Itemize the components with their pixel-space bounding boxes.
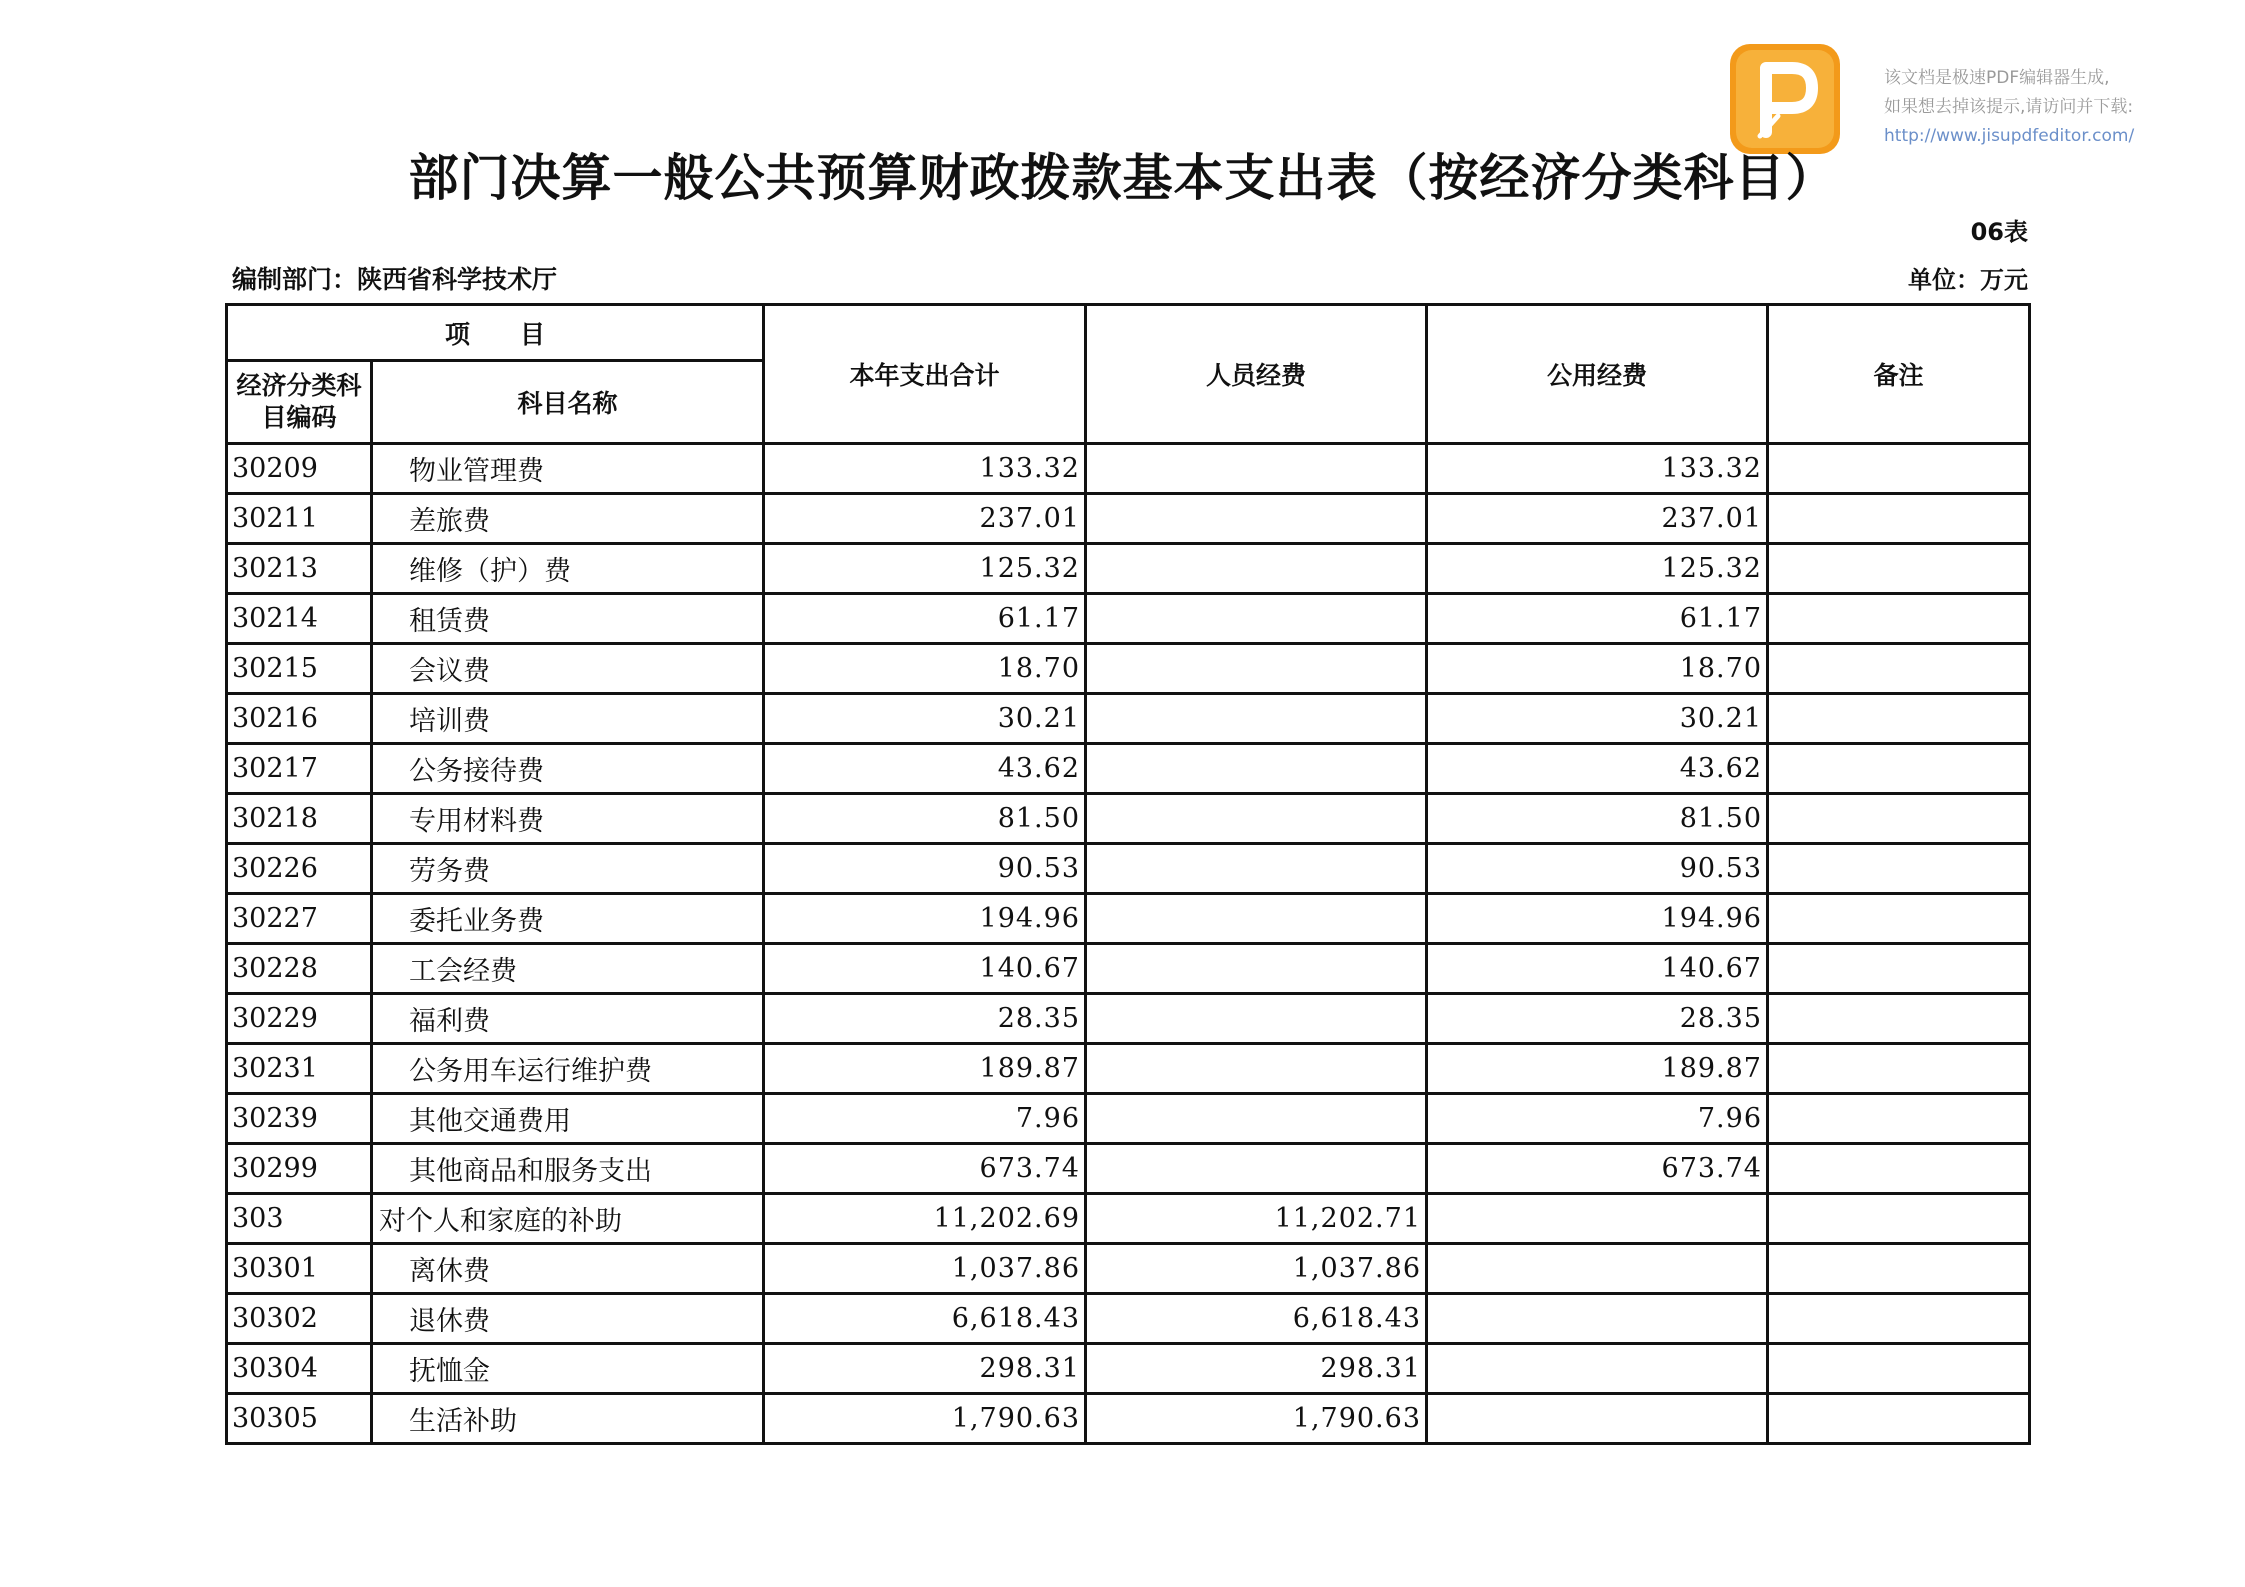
cell-note [1768,494,2030,544]
cell-public: 194.96 [1427,894,1768,944]
cell-name: 公务用车运行维护费 [372,1044,764,1094]
table-row [227,1144,2030,1194]
cell-name: 会议费 [372,644,764,694]
cell-code: 30215 [227,644,372,694]
table-row [227,1344,2030,1394]
cell-personnel [1086,794,1427,844]
cell-note [1768,844,2030,894]
cell-note [1768,594,2030,644]
cell-note [1768,894,2030,944]
cell-public [1427,1194,1768,1244]
cell-code: 30302 [227,1294,372,1344]
cell-public [1427,1394,1768,1444]
cell-personnel: 298.31 [1086,1344,1427,1394]
cell-note [1768,1294,2030,1344]
cell-code: 30301 [227,1244,372,1294]
cell-name: 其他交通费用 [372,1094,764,1144]
cell-total: 1,790.63 [764,1394,1086,1444]
cell-total: 28.35 [764,994,1086,1044]
cell-public: 18.70 [1427,644,1768,694]
cell-personnel [1086,694,1427,744]
cell-personnel [1086,644,1427,694]
cell-total: 189.87 [764,1044,1086,1094]
cell-code: 30305 [227,1394,372,1444]
cell-public: 61.17 [1427,594,1768,644]
cell-total: 6,618.43 [764,1294,1086,1344]
cell-note [1768,794,2030,844]
table-body [227,444,2030,1444]
cell-personnel [1086,594,1427,644]
cell-public: 125.32 [1427,544,1768,594]
table-row [227,1094,2030,1144]
cell-public: 90.53 [1427,844,1768,894]
cell-code: 30227 [227,894,372,944]
cell-code: 30213 [227,544,372,594]
cell-name: 福利费 [372,994,764,1044]
cell-total: 133.32 [764,444,1086,494]
cell-name: 委托业务费 [372,894,764,944]
table-row [227,744,2030,794]
cell-total: 18.70 [764,644,1086,694]
cell-code: 30229 [227,994,372,1044]
department-label: 编制部门：陕西省科学技术厅 [232,265,558,294]
cell-name: 对个人和家庭的补助 [372,1194,764,1244]
cell-note [1768,1344,2030,1394]
cell-code: 30231 [227,1044,372,1094]
cell-code: 30239 [227,1094,372,1144]
cell-code: 30218 [227,794,372,844]
cell-total: 81.50 [764,794,1086,844]
table-row [227,1244,2030,1294]
cell-name: 专用材料费 [372,794,764,844]
cell-personnel [1086,1044,1427,1094]
cell-note [1768,444,2030,494]
header-note: 备注 [1768,305,2030,444]
header-total: 本年支出合计 [764,305,1086,444]
cell-public [1427,1244,1768,1294]
table-row [227,994,2030,1044]
cell-total: 298.31 [764,1344,1086,1394]
cell-name: 物业管理费 [372,444,764,494]
table-row [227,544,2030,594]
cell-public: 673.74 [1427,1144,1768,1194]
table-row [227,594,2030,644]
cell-public: 28.35 [1427,994,1768,1044]
cell-personnel [1086,1094,1427,1144]
cell-note [1768,744,2030,794]
table-row [227,944,2030,994]
cell-public: 237.01 [1427,494,1768,544]
cell-name: 培训费 [372,694,764,744]
cell-note [1768,1394,2030,1444]
expenditure-table [225,303,2031,1445]
cell-note [1768,1244,2030,1294]
header-code: 经济分类科目编码 [227,361,372,444]
header-name: 科目名称 [372,361,764,444]
cell-total: 7.96 [764,1094,1086,1144]
page-title: 部门决算一般公共预算财政拨款基本支出表（按经济分类科目） [408,149,1837,207]
table-row [227,1044,2030,1094]
watermark-url[interactable]: http://www.jisupdfeditor.com/ [1884,126,2135,146]
unit-label: 单位：万元 [1908,266,2028,294]
cell-note [1768,1194,2030,1244]
table-row [227,444,2030,494]
cell-personnel [1086,894,1427,944]
cell-public [1427,1294,1768,1344]
table-row [227,844,2030,894]
cell-code: 30217 [227,744,372,794]
cell-code: 30304 [227,1344,372,1394]
table-row [227,644,2030,694]
table-row [227,1194,2030,1244]
cell-personnel: 11,202.71 [1086,1194,1427,1244]
cell-note [1768,694,2030,744]
cell-personnel [1086,494,1427,544]
table-row [227,694,2030,744]
cell-total: 90.53 [764,844,1086,894]
cell-personnel [1086,994,1427,1044]
cell-name: 其他商品和服务支出 [372,1144,764,1194]
watermark-line1: 该文档是极速PDF编辑器生成, [1884,68,2110,88]
cell-public: 133.32 [1427,444,1768,494]
cell-name: 生活补助 [372,1394,764,1444]
cell-code: 30226 [227,844,372,894]
cell-personnel [1086,844,1427,894]
cell-total: 30.21 [764,694,1086,744]
cell-public: 189.87 [1427,1044,1768,1094]
cell-personnel [1086,444,1427,494]
cell-total: 125.32 [764,544,1086,594]
header-personnel: 人员经费 [1086,305,1427,444]
cell-public [1427,1344,1768,1394]
cell-personnel [1086,744,1427,794]
cell-name: 劳务费 [372,844,764,894]
cell-name: 抚恤金 [372,1344,764,1394]
cell-public: 140.67 [1427,944,1768,994]
cell-code: 30214 [227,594,372,644]
cell-note [1768,1044,2030,1094]
cell-personnel: 1,790.63 [1086,1394,1427,1444]
cell-public: 7.96 [1427,1094,1768,1144]
cell-total: 194.96 [764,894,1086,944]
header-public: 公用经费 [1427,305,1768,444]
cell-name: 维修（护）费 [372,544,764,594]
cell-personnel: 6,618.43 [1086,1294,1427,1344]
cell-note [1768,994,2030,1044]
cell-total: 673.74 [764,1144,1086,1194]
table-row [227,794,2030,844]
cell-total: 43.62 [764,744,1086,794]
cell-total: 237.01 [764,494,1086,544]
cell-name: 离休费 [372,1244,764,1294]
cell-total: 11,202.69 [764,1194,1086,1244]
cell-name: 租赁费 [372,594,764,644]
cell-public: 30.21 [1427,694,1768,744]
cell-public: 43.62 [1427,744,1768,794]
header-item: 项 目 [227,305,764,361]
table-row [227,494,2030,544]
cell-note [1768,944,2030,994]
cell-total: 140.67 [764,944,1086,994]
table-row [227,894,2030,944]
cell-name: 退休费 [372,1294,764,1344]
cell-code: 30211 [227,494,372,544]
cell-code: 303 [227,1194,372,1244]
cell-note [1768,1094,2030,1144]
watermark-line2: 如果想去掉该提示,请访问并下载: [1884,97,2134,117]
cell-personnel [1086,944,1427,994]
cell-note [1768,1144,2030,1194]
cell-code: 30216 [227,694,372,744]
cell-note [1768,644,2030,694]
cell-code: 30299 [227,1144,372,1194]
cell-name: 工会经费 [372,944,764,994]
table-number: 06表 [1970,218,2028,246]
cell-name: 差旅费 [372,494,764,544]
cell-code: 30228 [227,944,372,994]
cell-total: 1,037.86 [764,1244,1086,1294]
cell-total: 61.17 [764,594,1086,644]
table-row [227,1394,2030,1444]
cell-name: 公务接待费 [372,744,764,794]
table-row [227,1294,2030,1344]
cell-personnel [1086,544,1427,594]
cell-personnel [1086,1144,1427,1194]
cell-personnel: 1,037.86 [1086,1244,1427,1294]
cell-note [1768,544,2030,594]
cell-public: 81.50 [1427,794,1768,844]
cell-code: 30209 [227,444,372,494]
